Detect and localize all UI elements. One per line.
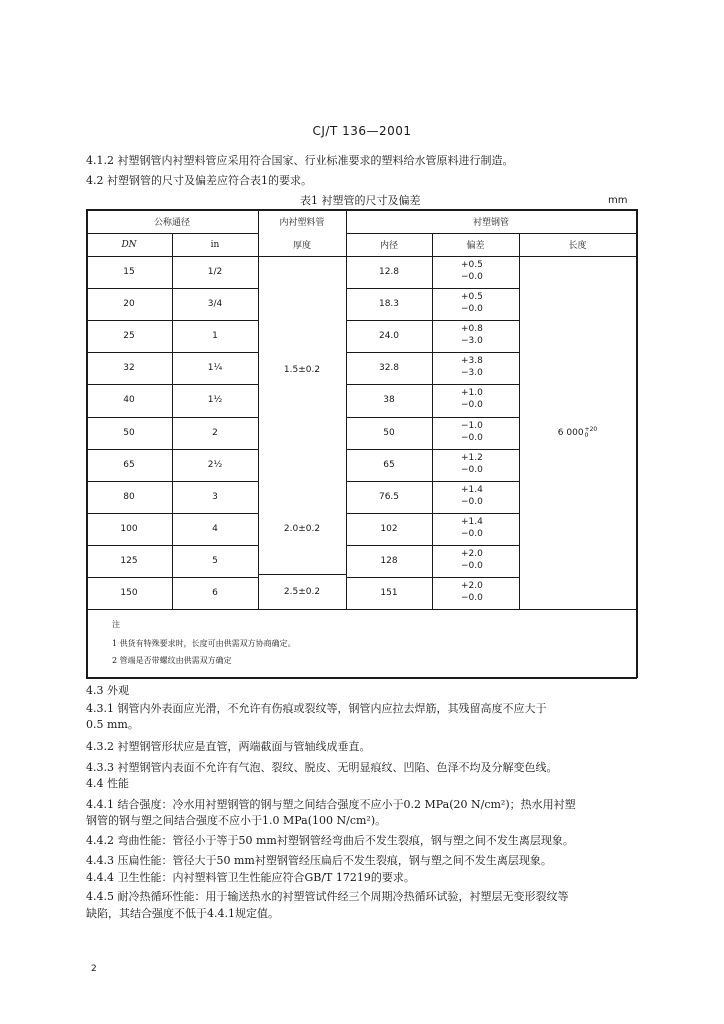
- cell-deviation-plus: +0.5: [461, 292, 483, 303]
- cell-deviation-minus: −0.0: [461, 464, 483, 475]
- thickness-group-1: 1.5±0.2: [283, 364, 321, 375]
- header-liner: 内衬塑料管: [279, 217, 325, 228]
- cell-deviation-minus: −3.0: [461, 336, 483, 347]
- cell-deviation-plus: +2.0: [461, 548, 483, 559]
- cell-dn: 32: [123, 363, 135, 374]
- clause-4-3-1-line2: 0.5 mm。: [86, 718, 139, 731]
- thickness-group-3: 2.5±0.2: [283, 586, 321, 597]
- clause-4-3-3: 4.3.3 衬塑钢管内表面不允许有气泡、裂纹、脱皮、无明显痕纹、凹陷、色泽不均及分解变色线。: [86, 761, 558, 774]
- header-thickness: 厚度: [292, 241, 311, 251]
- cell-deviation-minus: −0.0: [461, 593, 483, 603]
- cell-dn: 50: [123, 427, 135, 438]
- cell-inner-diameter: 24.0: [378, 331, 400, 342]
- cell-in: 5: [212, 555, 218, 566]
- section-4-3-title: 4.3 外观: [86, 684, 129, 697]
- clause-4-4-2: 4.4.2 弯曲性能：管径小于等于50 mm衬塑钢管经弯曲后不发生裂痕，钢与塑之间不发生离层现象。: [86, 834, 574, 847]
- cell-inner-diameter: 76.5: [378, 491, 400, 502]
- cell-in: 3/4: [207, 299, 223, 310]
- cell-dn: 25: [123, 331, 135, 342]
- cell-deviation-plus: +1.2: [461, 452, 483, 463]
- cell-inner-diameter: 128: [380, 555, 398, 566]
- cell-deviation-minus: −0.0: [461, 272, 483, 282]
- cell-dn: 65: [123, 459, 135, 470]
- cell-dn: 15: [123, 267, 135, 278]
- cell-inner-diameter: 38: [383, 395, 395, 406]
- cell-deviation-plus: +2.0: [461, 581, 483, 591]
- cell-deviation-minus: −3.0: [461, 368, 483, 379]
- length-value: [519, 256, 636, 609]
- cell-inner-diameter: 32.8: [378, 363, 400, 374]
- cell-deviation-plus: −1.0: [461, 420, 483, 431]
- cell-inner-diameter: 102: [380, 523, 398, 534]
- cell-in: 2½: [207, 459, 223, 470]
- clause-4-4-5-line2: 缺陷，其结合强度不低于4.4.1规定值。: [86, 907, 279, 920]
- length-tolerance-minus: 0: [584, 431, 589, 439]
- cell-in: 3: [212, 491, 218, 502]
- cell-in: 1½: [207, 395, 223, 406]
- cell-deviation-plus: +1.0: [461, 388, 483, 399]
- note-1: 1 供货有特殊要求时，长度可由供需双方协商确定。: [112, 639, 296, 648]
- header-length: 长度: [568, 241, 587, 251]
- table-border-right: [636, 209, 638, 678]
- cell-in: 4: [212, 523, 218, 534]
- clause-4-2: 4.2 衬塑钢管的尺寸及偏差应符合表1的要求。: [86, 174, 312, 187]
- cell-dn: 150: [120, 588, 138, 599]
- header-deviation: 偏差: [466, 241, 485, 251]
- length-tolerance-plus: +20: [584, 425, 598, 433]
- clause-4-4-1-line2: 钢管的钢与塑之间结合强度不应小于1.0 MPa(100 N/cm²)。: [86, 814, 387, 827]
- cell-dn: 100: [120, 523, 138, 534]
- cell-deviation-plus: +1.4: [461, 484, 483, 495]
- cell-dn: 40: [123, 395, 135, 406]
- length-nominal: 6 000: [557, 427, 584, 438]
- cell-inner-diameter: 65: [383, 459, 395, 470]
- cell-in: 6: [212, 588, 218, 599]
- header-nominal-diameter: 公称通径: [153, 217, 190, 228]
- cell-deviation-minus: −0.0: [461, 304, 483, 315]
- note-2: 2 管端是否带螺纹由供需双方确定: [112, 656, 232, 665]
- header-inner-diameter: 内径: [379, 241, 398, 251]
- clause-4-3-2: 4.3.2 衬塑钢管形状应是直管，两端截面与管轴线成垂直。: [86, 740, 371, 753]
- clause-4-1-2: 4.1.2 衬塑钢管内衬塑料管应采用符合国家、行业标准要求的塑料给水管原料进行制造。: [86, 154, 514, 167]
- cell-dn: 125: [120, 555, 138, 566]
- cell-deviation-plus: +3.8: [461, 356, 483, 367]
- cell-deviation-minus: −0.0: [461, 528, 483, 539]
- cell-in: 1¼: [207, 363, 223, 374]
- cell-inner-diameter: 50: [383, 427, 395, 438]
- cell-deviation-minus: −0.0: [461, 432, 483, 443]
- section-4-4-title: 4.4 性能: [86, 777, 129, 790]
- length-tolerance: [585, 427, 598, 439]
- page-number: 2: [91, 964, 97, 974]
- cell-inner-diameter: 12.8: [378, 267, 400, 278]
- table-line: [86, 609, 637, 610]
- cell-inner-diameter: 151: [380, 588, 398, 599]
- table-border-bottom: [86, 677, 637, 679]
- cell-deviation-plus: +0.8: [461, 324, 483, 335]
- cell-deviation-minus: −0.0: [461, 496, 483, 507]
- header-dn: DN: [121, 239, 137, 250]
- cell-dn: 20: [123, 299, 135, 310]
- clause-4-4-3: 4.4.3 压扁性能：管径大于50 mm衬塑钢管经压扁后不发生裂痕，钢与塑之间不发生离层现象。: [86, 854, 552, 867]
- cell-deviation-minus: −0.0: [461, 400, 483, 411]
- clause-4-4-4: 4.4.4 卫生性能：内衬塑料管卫生性能应符合GB/T 17219的要求。: [86, 871, 415, 884]
- thickness-group-2: 2.0±0.2: [283, 523, 321, 534]
- header-lined-pipe: 衬塑钢管: [472, 217, 509, 228]
- cell-deviation-plus: +1.4: [461, 516, 483, 527]
- cell-inner-diameter: 18.3: [378, 299, 400, 310]
- cell-deviation-minus: −0.0: [461, 560, 483, 571]
- cell-in: 1: [212, 331, 218, 342]
- clause-4-4-1-line1: 4.4.1 结合强度：冷水用衬塑钢管的钢与塑之间结合强度不应小于0.2 MPa(20 N/cm²)；热水用衬塑: [86, 798, 576, 811]
- document-code: CJ/T 136—2001: [312, 124, 412, 138]
- header-in: in: [210, 239, 220, 250]
- cell-in: 2: [212, 427, 218, 438]
- table-caption: 表1 衬塑管的尺寸及偏差: [300, 194, 421, 207]
- table-line: [432, 233, 433, 609]
- cell-dn: 80: [123, 491, 135, 502]
- table-unit: mm: [608, 195, 628, 206]
- clause-4-3-1-line1: 4.3.1 钢管内外表面应光滑，不允许有伤痕或裂纹等，钢管内应拉去焊筋，其残留高度不应大于: [86, 702, 547, 715]
- cell-in: 1/2: [207, 267, 223, 278]
- cell-deviation-plus: +0.5: [461, 260, 483, 270]
- notes-title: 注: [112, 620, 120, 629]
- clause-4-4-5-line1: 4.4.5 耐冷热循环性能：用于输送热水的衬塑管试件经三个周期冷热循环试验，衬塑层无变形裂纹等: [86, 890, 569, 903]
